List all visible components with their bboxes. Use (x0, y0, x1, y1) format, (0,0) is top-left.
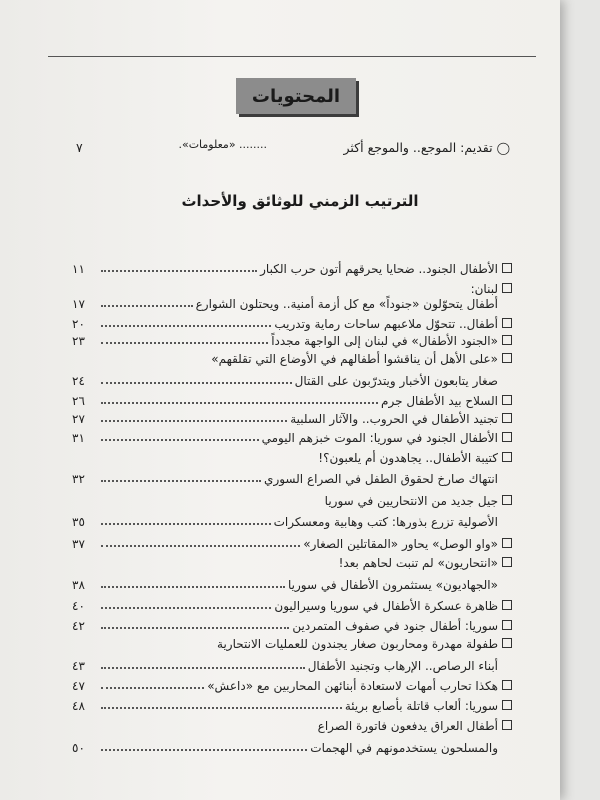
toc-page-number: ١٧ (72, 297, 85, 311)
toc-entry (72, 297, 512, 311)
toc-page-number: ٢٤ (72, 374, 85, 388)
toc-page-number: ٤٧ (72, 679, 85, 693)
checkbox-square-icon (502, 538, 512, 548)
toc-page-number: ٢٣ (72, 334, 85, 348)
toc-entry-title: أطفال يتحوّلون «جنوداً» مع كل أزمة أمنية.. ويحتلون الشوارع (195, 297, 498, 311)
toc-entry-title: الأصولية تزرع بذورها: كتب وهابية ومعسكرات (273, 515, 498, 529)
toc-entry-title: لبنان: (470, 282, 498, 296)
toc-entry-title: كتيبة الأطفال.. يجاهدون أم يلعبون؟! (318, 451, 498, 465)
toc-entry (72, 679, 512, 693)
checkbox-square-icon (502, 413, 512, 423)
toc-leader (101, 270, 257, 272)
toc-page-number: ٢٠ (72, 317, 85, 331)
checkbox-square-icon (502, 283, 512, 293)
toc-entry (72, 578, 512, 592)
toc-page-number: ٤٨ (72, 699, 85, 713)
toc-entry (72, 374, 512, 388)
toc-page-number: ٥٠ (72, 741, 85, 755)
toc-page-number: ٢٦ (72, 394, 85, 408)
toc-leader (101, 325, 271, 327)
toc-page-number: ٣٧ (72, 537, 85, 551)
toc-entry-title: «واو الوصل» يحاور «المقاتلين الصغار» (303, 537, 498, 551)
checkbox-square-icon (502, 700, 512, 710)
toc-page-number: ٤٢ (72, 619, 85, 633)
toc-page-number: ١١ (72, 262, 85, 276)
toc-entry (72, 599, 512, 613)
toc-entry (72, 515, 512, 529)
contents-title: المحتويات (251, 85, 341, 107)
toc-leader (101, 667, 305, 669)
toc-leader (101, 707, 342, 709)
toc-entry-title: السلاح بيد الأطفال جرم (381, 394, 498, 408)
toc-page-number: ٣٢ (72, 472, 85, 486)
toc-entry-title: سوريا: ألعاب قاتلة بأصابع بريئة (344, 699, 498, 713)
checkbox-square-icon (502, 557, 512, 567)
toc-entry-title: «الجهاديون» يستثمرون الأطفال في سوريا (288, 578, 498, 592)
checkbox-square-icon (502, 680, 512, 690)
toc-entry-title: تجنيد الأطفال في الحروب.. والآثار السلبية (290, 412, 498, 426)
toc-entry (72, 537, 512, 551)
toc-entry (72, 472, 512, 486)
toc-entry (72, 637, 512, 651)
toc-entry-title: الأطفال الجنود.. ضحايا يحرقهم أتون حرب الكبار (260, 262, 498, 276)
section-title: الترتيب الزمني للوثائق والأحداث (181, 192, 419, 210)
toc-entry (72, 262, 512, 276)
toc-leader (101, 305, 193, 307)
intro-leader: ........ «معلومات». (178, 138, 268, 151)
toc-leader (101, 586, 285, 588)
toc-entry (72, 699, 512, 713)
checkbox-square-icon (502, 638, 512, 648)
toc-entry (72, 352, 512, 366)
toc-leader (101, 402, 378, 404)
toc-entry-title: هكذا تحارب أمهات لاستعادة أبنائهن المحاربين مع «داعش» (207, 679, 498, 693)
intro-page: ٧ (76, 140, 83, 155)
toc-page-number: ٣١ (72, 431, 85, 445)
toc-entry (72, 451, 512, 465)
toc-entry-title: أطفال العراق يدفعون فاتورة الصراع (317, 719, 498, 733)
toc-page-number: ٤٣ (72, 659, 85, 673)
toc-entry-title: ظاهرة عسكرة الأطفال في سوريا وسيراليون (274, 599, 498, 613)
toc-leader (101, 382, 292, 384)
toc-entry (72, 619, 512, 633)
toc-entry-title: أبناء الرصاص.. الإرهاب وتجنيد الأطفال (307, 659, 498, 673)
toc-page-number: ٣٨ (72, 578, 85, 592)
toc-entry (72, 394, 512, 408)
toc-entry (72, 334, 512, 348)
toc-entry (72, 659, 512, 673)
toc-entry-title: «على الأهل أن يناقشوا أطفالهم في الأوضاع التي تقلقهم» (211, 352, 498, 366)
checkbox-square-icon (502, 395, 512, 405)
checkbox-square-icon (502, 335, 512, 345)
toc-leader (101, 523, 271, 525)
toc-entry (72, 412, 512, 426)
toc-entry-title: انتهاك صارخ لحقوق الطفل في الصراع السوري (264, 472, 498, 486)
toc-entry (72, 494, 512, 508)
checkbox-square-icon (502, 452, 512, 462)
checkbox-square-icon (502, 495, 512, 505)
toc-entry-title: طفولة مهدرة ومحاربون صغار يجندون للعمليات الانتحارية (217, 637, 498, 651)
toc-entry-title: جيل جديد من الانتحاريين في سوريا (324, 494, 498, 508)
toc-entry-title: «انتحاريون» لم تنبت لحاهم بعد! (338, 556, 498, 570)
toc-entry-title: سوريا: أطفال جنود في صفوف المتمردين (292, 619, 498, 633)
toc-entry-title: والمسلحون يستخدمونهم في الهجمات (310, 741, 498, 755)
checkbox-square-icon (502, 620, 512, 630)
toc-entry (72, 556, 512, 570)
toc-entry (72, 431, 512, 445)
toc-entry (72, 317, 512, 331)
checkbox-square-icon (502, 432, 512, 442)
toc-page-number: ٢٧ (72, 412, 85, 426)
checkbox-square-icon (502, 353, 512, 363)
intro-text: تقديم: الموجع.. والموجع أكثر (343, 140, 493, 155)
toc-entry (72, 741, 512, 755)
toc-leader (101, 342, 268, 344)
toc-page-number: ٤٠ (72, 599, 85, 613)
toc-leader (101, 545, 300, 547)
toc-leader (101, 627, 289, 629)
toc-entry-title: صغار يتابعون الأخبار ويتدرّبون على القتال (294, 374, 498, 388)
toc-leader (101, 480, 261, 482)
toc-leader (101, 439, 259, 441)
toc-page-number: ٣٥ (72, 515, 85, 529)
toc-entry (72, 282, 512, 296)
checkbox-square-icon (502, 600, 512, 610)
checkbox-square-icon (502, 720, 512, 730)
toc-leader (101, 749, 307, 751)
toc-entry-title: الأطفال الجنود في سوريا: الموت خبزهم اليومي (261, 431, 498, 445)
toc-leader (101, 607, 271, 609)
checkbox-square-icon (502, 263, 512, 273)
circle-marker-icon: ◯ (496, 141, 510, 155)
toc-entry-title: أطفال.. تتحوّل ملاعبهم ساحات رماية وتدريب (274, 317, 498, 331)
toc-leader (101, 420, 287, 422)
checkbox-square-icon (502, 318, 512, 328)
toc-entry (72, 719, 512, 733)
toc-entry-title: «الجنود الأطفال» في لبنان إلى الواجهة مجدداً (271, 334, 498, 348)
toc-leader (101, 687, 204, 689)
